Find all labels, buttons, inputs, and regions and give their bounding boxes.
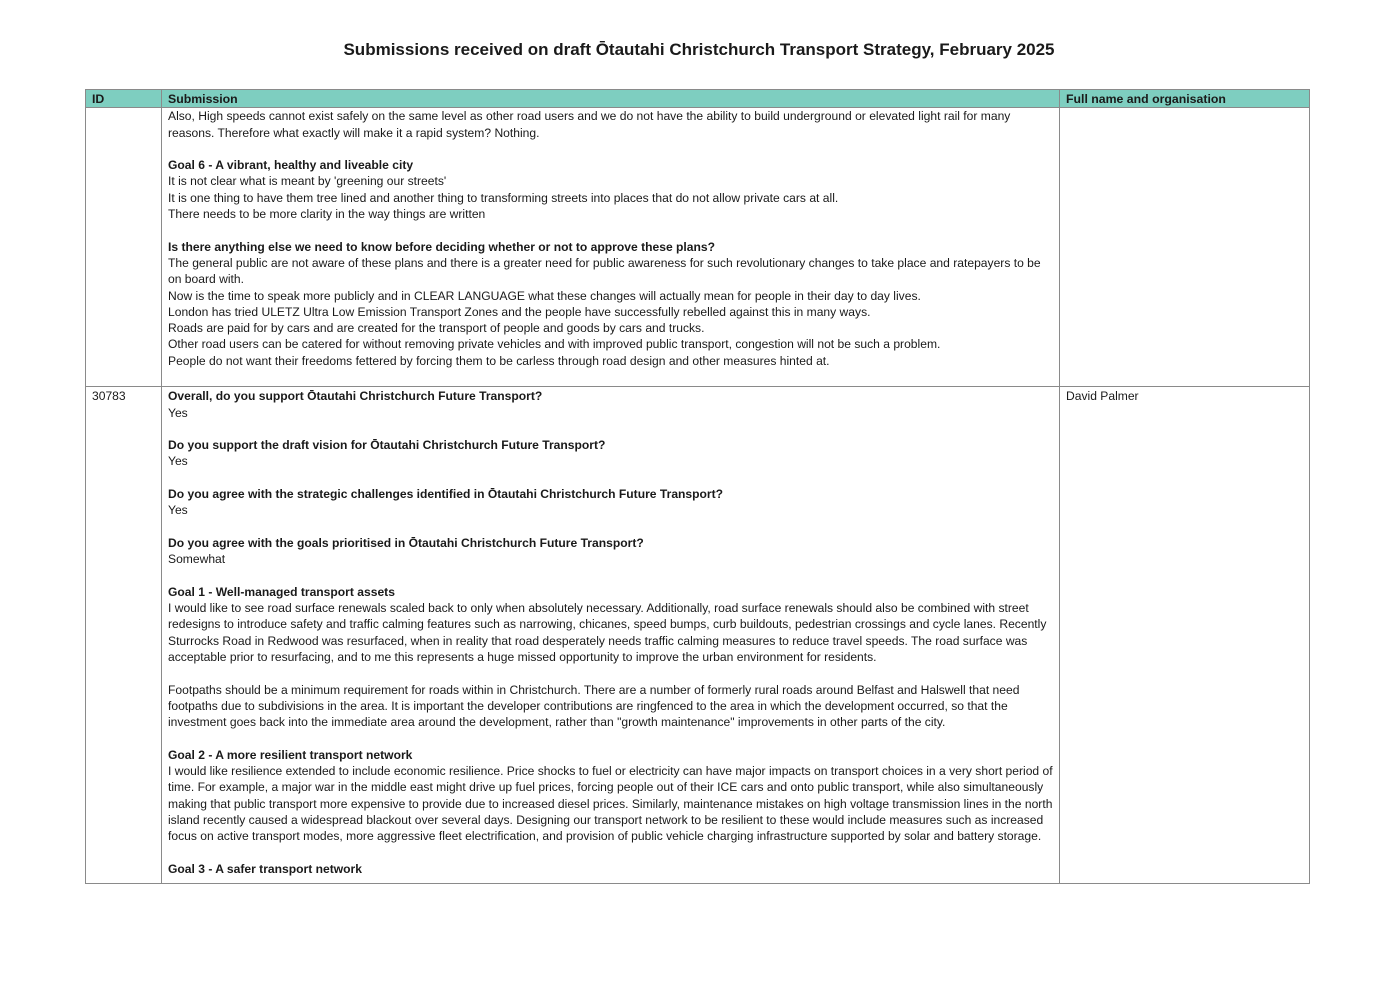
question-heading: Do you support the draft vision for Ōtautahi Christchurch Future Transport?: [168, 438, 606, 453]
submission-paragraph: [168, 535, 1053, 568]
cell-name: David Palmer: [1060, 387, 1310, 884]
question-heading: Goal 2 - A more resilient transport network: [168, 747, 413, 762]
cell-name: [1060, 108, 1310, 387]
submission-paragraph: [168, 486, 1053, 519]
answer-text: There needs to be more clarity in the way things are written: [168, 207, 486, 222]
table-header-row: [86, 90, 1310, 108]
answer-text: Also, High speeds cannot exist safely on the same level as other road users and we do not have the ability to build underground or elevated light rail for many reasons. Therefore what exactly will make it a rapid system? Nothing.: [168, 109, 1011, 140]
question-heading: Overall, do you support Ōtautahi Christchurch Future Transport?: [168, 389, 543, 404]
submission-paragraph: [168, 239, 1053, 369]
submission-paragraph: [168, 747, 1053, 845]
header-name: Full name and organisation: [1060, 90, 1310, 108]
answer-text: People do not want their freedoms fettered by forcing them to be carless through road design and other measures hinted at.: [168, 353, 830, 368]
answer-text: Roads are paid for by cars and are created for the transport of people and goods by cars and trucks.: [168, 321, 705, 336]
cell-id: 30783: [86, 387, 162, 884]
answer-text: The general public are not aware of these plans and there is a greater need for public awareness for such revolutionary changes to take place and ratepayers to be on board with.: [168, 255, 1041, 287]
answer-text: Somewhat: [168, 552, 226, 567]
question-heading: Is there anything else we need to know before deciding whether or not to approve these plans?: [168, 239, 716, 254]
submission-paragraph: [168, 861, 1053, 877]
answer-text: It is not clear what is meant by 'greening our streets': [168, 174, 447, 189]
submissions-table: [85, 89, 1310, 884]
answer-text: Yes: [168, 454, 188, 469]
page-title: Submissions received on draft Ōtautahi Christchurch Transport Strategy, February 2025: [343, 40, 1055, 59]
submission-paragraph: [168, 157, 1053, 222]
answer-text: Yes: [168, 503, 188, 518]
question-heading: Goal 6 - A vibrant, healthy and liveable city: [168, 158, 414, 173]
question-heading: Do you agree with the strategic challenges identified in Ōtautahi Christchurch Future Transport?: [168, 487, 724, 502]
submission-paragraph: [168, 437, 1053, 470]
submission-paragraph: [168, 108, 1053, 141]
answer-text: Footpaths should be a minimum requirement for roads within in Christchurch. There are a number of formerly rural roads around Belfast and Halswell that need footpaths due to subdivisions in the area. It is important the developer contributions are ringfenced to the area in which the development occurred, so that the investment goes back into the immediate area around the development, rather than "growth maintenance" improvements in other parts of the city.: [168, 682, 1020, 730]
question-heading: Do you agree with the goals prioritised in Ōtautahi Christchurch Future Transport?: [168, 535, 644, 550]
answer-text: It is one thing to have them tree lined and another thing to transforming streets into places that do not allow private cars at all.: [168, 190, 839, 205]
cell-id: [86, 108, 162, 387]
submission-paragraph: [168, 584, 1053, 665]
header-submission: Submission: [162, 90, 1060, 108]
question-heading: Goal 3 - A safer transport network: [168, 861, 362, 876]
answer-text: Other road users can be catered for without removing private vehicles and with improved public transport, congestion will not be such a problem.: [168, 337, 941, 352]
cell-submission: [162, 108, 1060, 387]
submission-paragraph: [168, 388, 1053, 421]
table-row: [86, 387, 1310, 884]
answer-text: I would like resilience extended to include economic resilience. Price shocks to fuel or electricity can have major impacts on transport choices in a very short period of time. For example, a major war in the middle east might drive up fuel prices, forcing people out of their ICE cars and onto public transport, while also simultaneously making that public transport more expensive to provide due to increased diesel prices. Similarly, maintenance mistakes on high voltage transmission lines in the north island recently caused a widespread blackout over several days. Designing our transport network to be resilient to these would include measures such as increased focus on active transport modes, more aggressive fleet electrification, and provision of public vehicle charging infrastructure supported by solar and battery storage.: [168, 764, 1053, 844]
question-heading: Goal 1 - Well-managed transport assets: [168, 584, 395, 599]
table-row: [86, 108, 1310, 387]
submission-paragraph: [168, 682, 1053, 731]
answer-text: Now is the time to speak more publicly and in CLEAR LANGUAGE what these changes will actually mean for people in their day to day lives.: [168, 288, 921, 303]
cell-submission: [162, 387, 1060, 884]
header-id: ID: [86, 90, 162, 108]
answer-text: I would like to see road surface renewals scaled back to only when absolutely necessary. Additionally, road surface renewals should also be combined with street redesigns to introduce safety and traffic calming features such as narrowing, chicanes, speed bumps, curb buildouts, pedestrian crossings and cycle lanes. Recently Sturrocks Road in Redwood was resurfaced, when in reality that road desperately needs traffic calming measures to reduce travel speeds. The road surface was acceptable prior to resurfacing, and to me this represents a huge missed opportunity to improve the urban environment for residents.: [168, 601, 1047, 665]
answer-text: Yes: [168, 405, 188, 420]
answer-text: London has tried ULETZ Ultra Low Emission Transport Zones and the people have successfully rebelled against this in many ways.: [168, 304, 871, 319]
